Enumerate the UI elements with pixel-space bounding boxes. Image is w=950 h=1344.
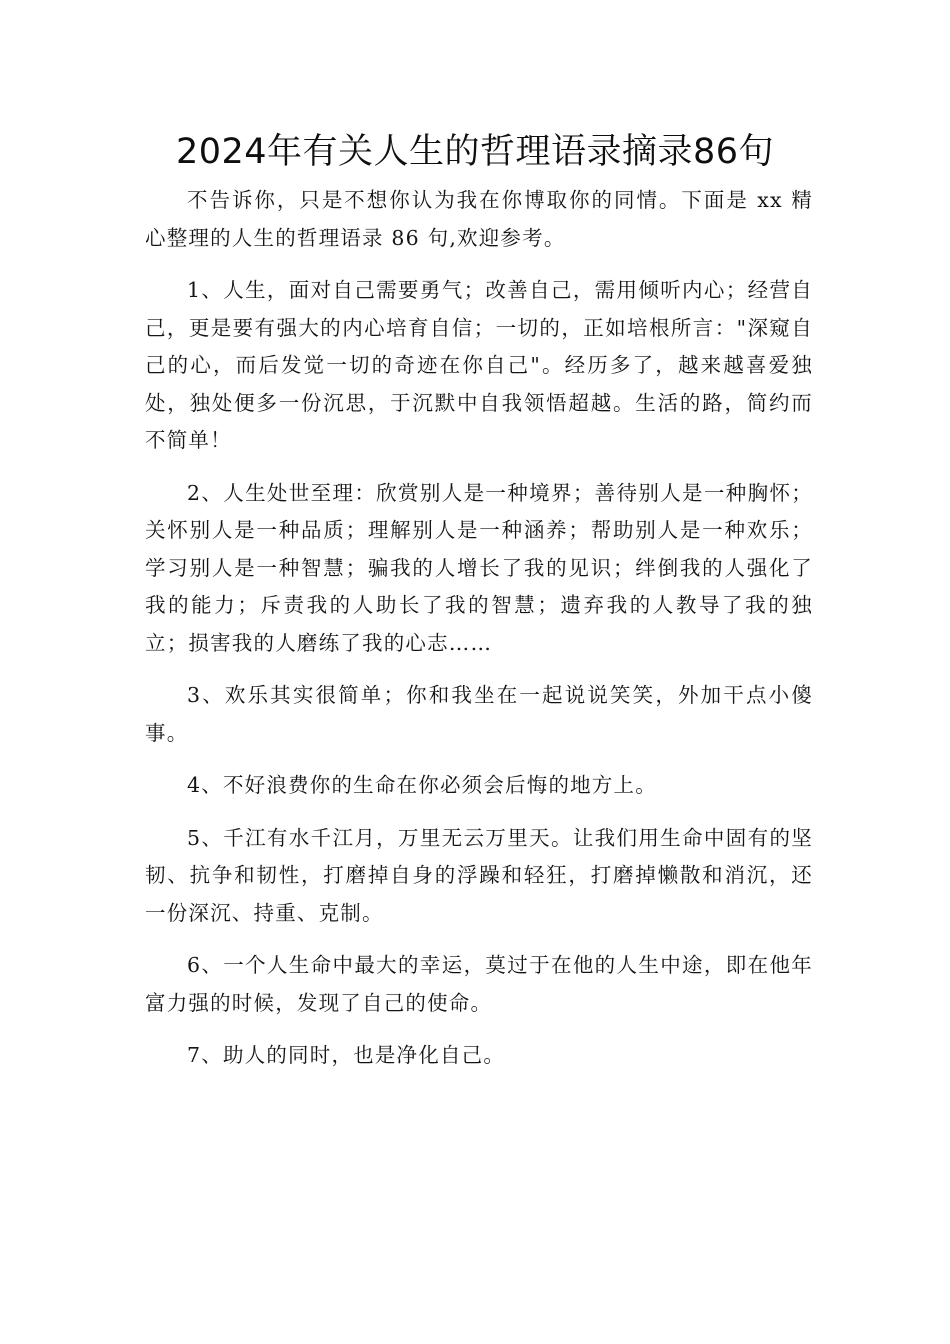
quote-paragraph-6: 6、一个人生命中最大的幸运，莫过于在他的人生中途，即在他年富力强的时候，发现了自己的使命。 — [145, 953, 813, 1015]
intro-paragraph: 不告诉你，只是不想你认为我在你博取你的同情。下面是 xx 精心整理的人生的哲理语录 86 句,欢迎参考。 — [145, 188, 813, 250]
quote-paragraph-5: 5、千江有水千江月，万里无云万里天。让我们用生命中固有的坚韧、抗争和韧性，打磨掉自身的浮躁和轻狂，打磨掉懒散和消沉，还一份深沉、持重、克制。 — [145, 825, 813, 925]
document-body — [145, 182, 813, 1090]
document-title: 2024年有关人生的哲理语录摘录86句 — [175, 132, 775, 172]
quote-paragraph-1: 1、人生，面对自己需要勇气；改善自己，需用倾听内心；经营自己，更是要有强大的内心培育自信；一切的，正如培根所言："深窥自己的心，而后发觉一切的奇迹在你自己"。经历多了，越来越喜爱独处，独处便多一份沉思，于沉默中自我领悟超越。生活的路，简约而不简单！ — [145, 278, 813, 452]
quote-paragraph-2: 2、人生处世至理：欣赏别人是一种境界；善待别人是一种胸怀；关怀别人是一种品质；理解别人是一种涵养；帮助别人是一种欢乐；学习别人是一种智慧；骗我的人增长了我的见识；绊倒我的人强化了我的能力；斥责我的人助长了我的智慧；遗弃我的人教导了我的独立；损害我的人磨练了我的心志…… — [145, 480, 813, 655]
quote-paragraph-3: 3、欢乐其实很简单；你和我坐在一起说说笑笑，外加干点小傻事。 — [145, 683, 813, 745]
quote-paragraph-4: 4、不好浪费你的生命在你必须会后悔的地方上。 — [187, 773, 657, 797]
quote-paragraph-7: 7、助人的同时，也是净化自己。 — [187, 1043, 506, 1067]
